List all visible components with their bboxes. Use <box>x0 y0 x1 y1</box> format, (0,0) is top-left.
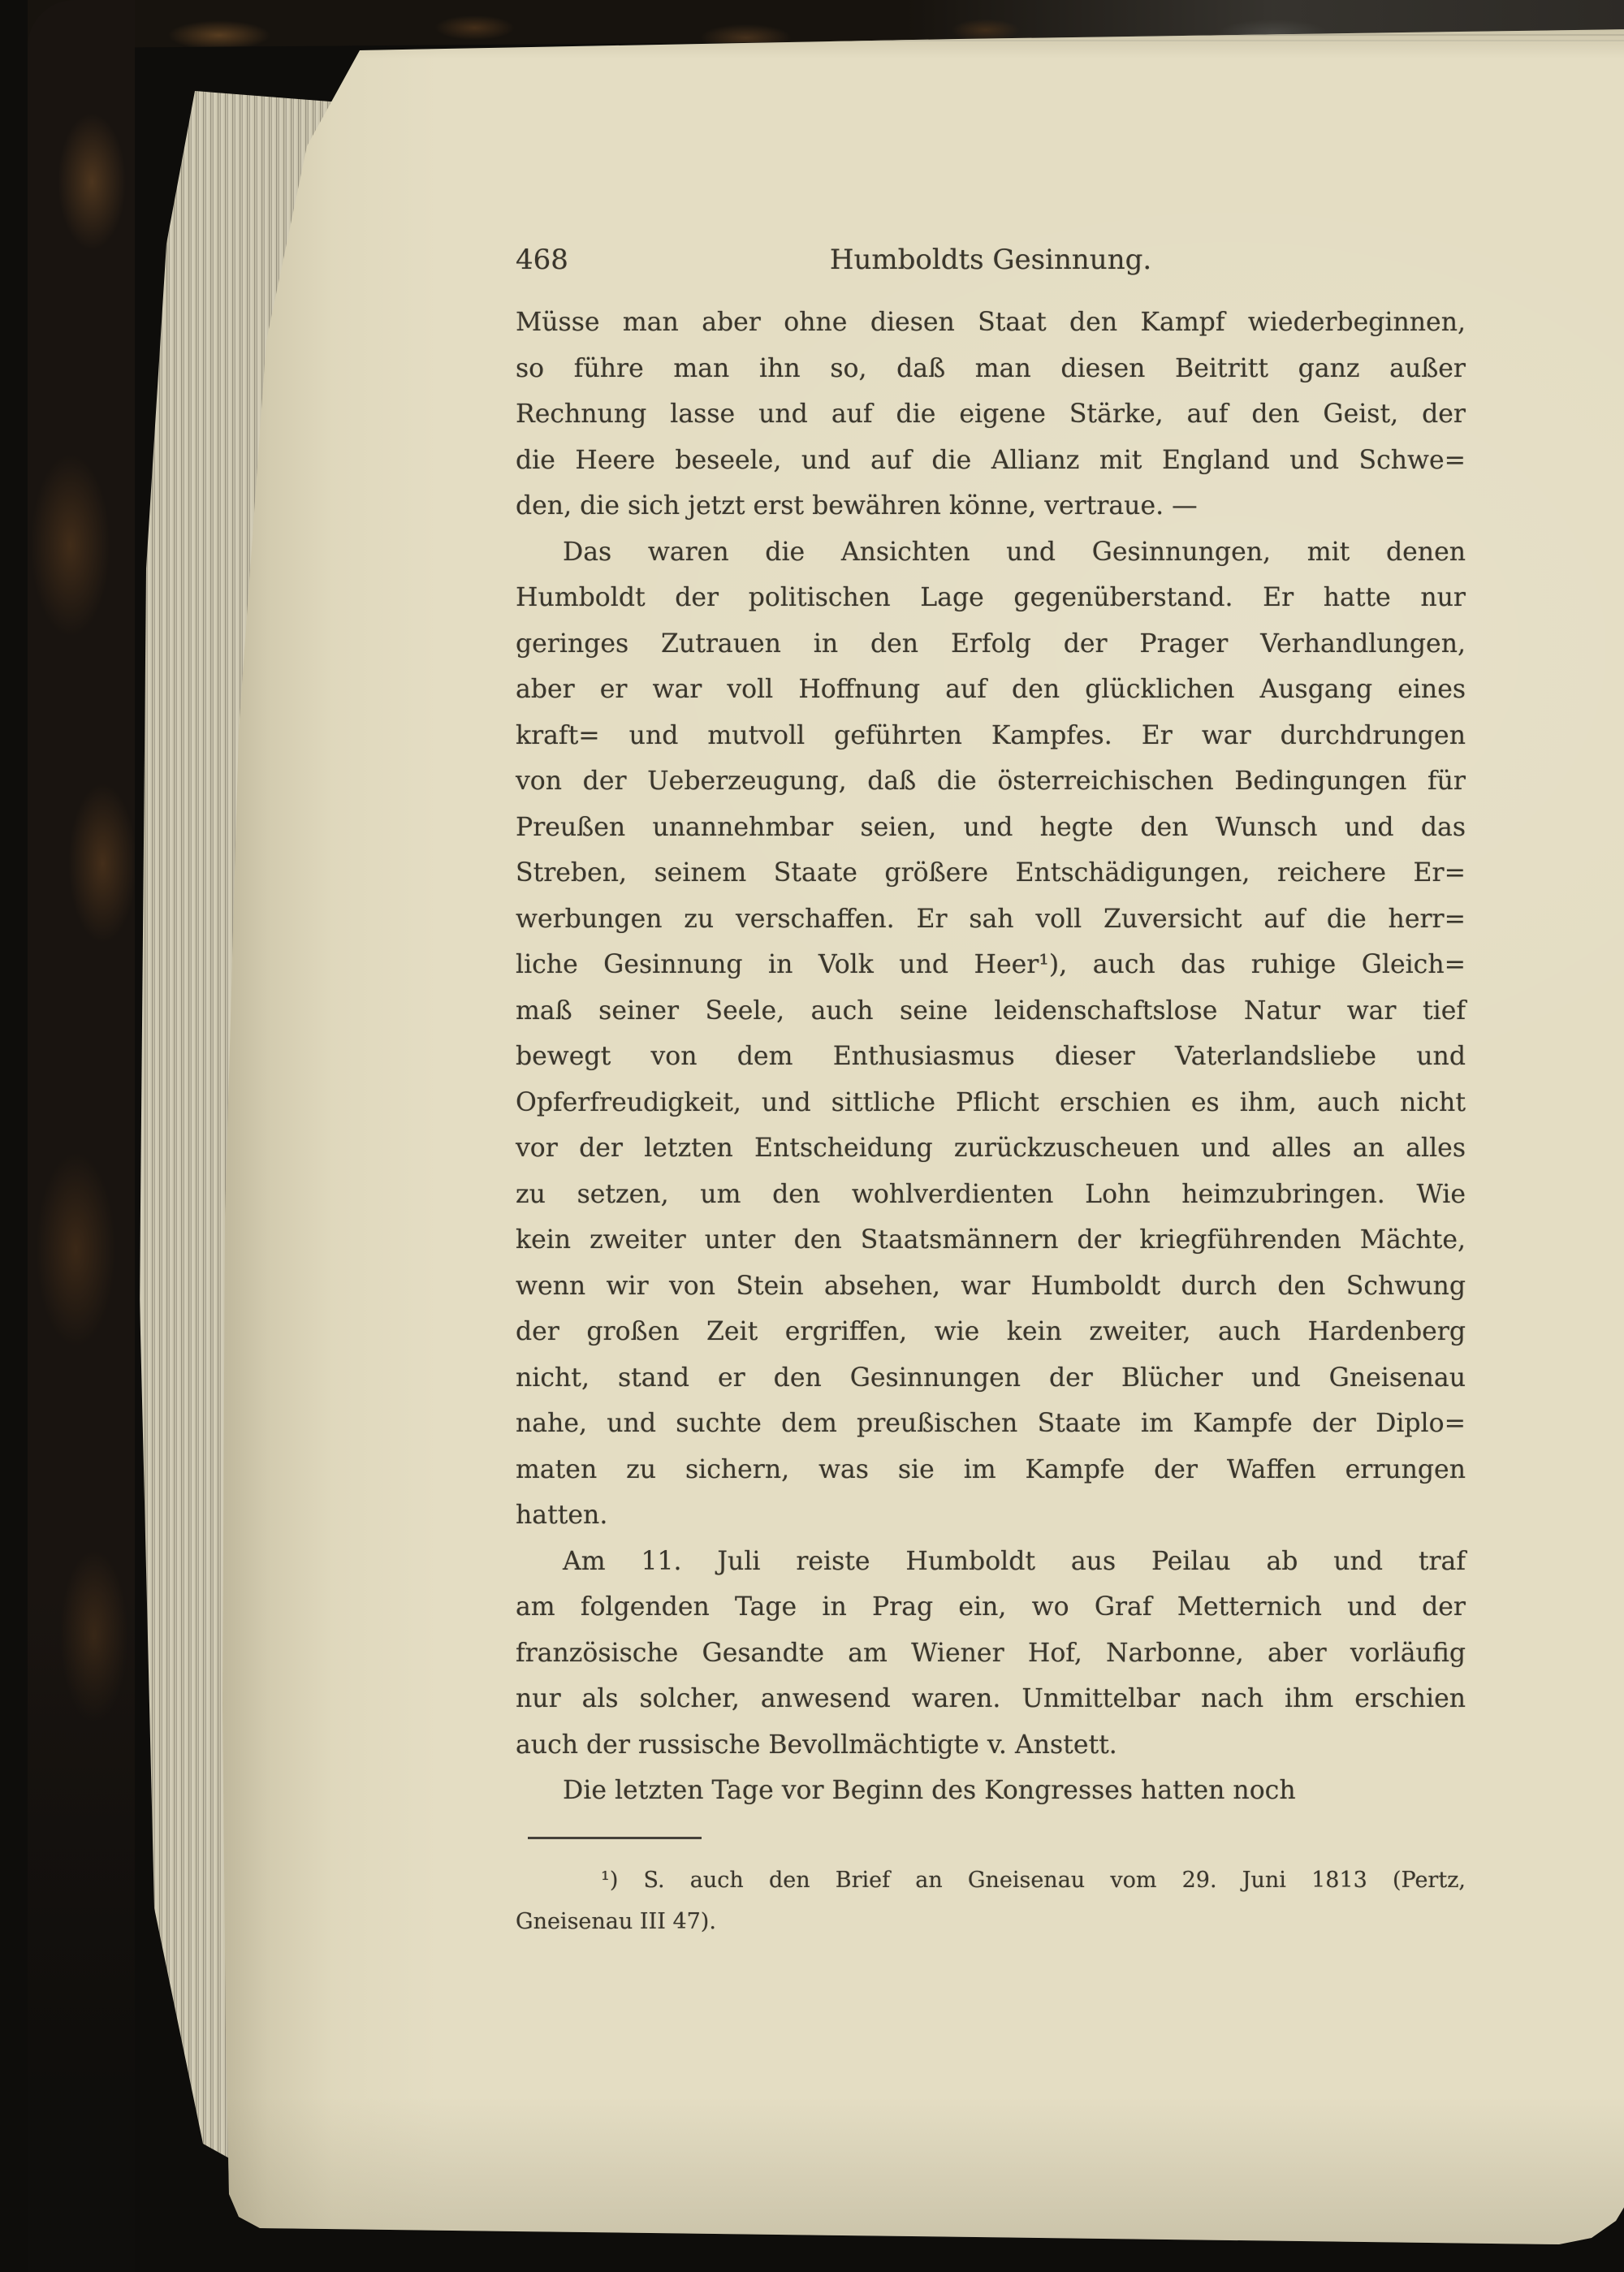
body-line: vor der letzten Entscheidung zurückzuscheuen und alles an alles <box>516 1134 1466 1163</box>
body-line: von der Ueberzeugung, daß die österreichischen Bedingungen für <box>516 767 1466 796</box>
body-line: Opferfreudigkeit, und sittliche Pflicht erschien es ihm, auch nicht <box>516 1087 1466 1117</box>
body-line: Müsse man aber ohne diesen Staat den Kampf wiederbeginnen, <box>516 308 1466 337</box>
body-line: Am 11. Juli reiste Humboldt aus Peilau ab und traf <box>563 1546 1466 1576</box>
body-line: Streben, seinem Staate größere Entschädigungen, reichere Er= <box>516 858 1466 888</box>
body-text <box>516 300 1466 1814</box>
body-line: geringes Zutrauen in den Erfolg der Prager Verhandlungen, <box>516 628 1466 659</box>
body-line: nicht, stand er den Gesinnungen der Blücher und Gneisenau <box>516 1363 1466 1393</box>
body-line: nur als solcher, anwesend waren. Unmittelbar nach ihm erschien <box>516 1684 1466 1713</box>
body-line: Rechnung lasse und auf die eigene Stärke, auf den Geist, der <box>516 400 1466 429</box>
body-line: so führe man ihn so, daß man diesen Beitritt ganz außer <box>516 353 1466 383</box>
body-line: auch der russische Bevollmächtigte v. Anstett. <box>516 1730 1117 1760</box>
book-cover-spine <box>28 0 135 2272</box>
body-line: hatten. <box>516 1501 608 1530</box>
body-line: wenn wir von Stein absehen, war Humboldt durch den Schwung <box>516 1271 1466 1301</box>
page-number: 468 <box>516 244 568 276</box>
footnote-rule <box>528 1837 702 1839</box>
footnote <box>516 1859 1466 1942</box>
body-line: am folgenden Tage in Prag ein, wo Graf Metternich und der <box>516 1592 1466 1622</box>
footnote-line: ¹) S. auch den Brief an Gneisenau vom 29. Juni 1813 (Pertz, <box>601 1868 1466 1893</box>
body-line: nahe, und suchte dem preußischen Staate im Kampfe der Diplo= <box>516 1409 1466 1438</box>
body-line: die Heere beseele, und auf die Allianz mit England und Schwe= <box>516 445 1466 475</box>
body-line: bewegt von dem Enthusiasmus dieser Vaterlandsliebe und <box>516 1042 1466 1071</box>
page-header <box>516 244 1466 283</box>
running-head: Humboldts Gesinnung. <box>829 244 1152 276</box>
body-line: kraft= und mutvoll geführten Kampfes. Er war durchdrungen <box>516 720 1466 750</box>
body-line: den, die sich jetzt erst bewähren könne, vertraue. — <box>516 491 1198 520</box>
footnote-line: Gneisenau III 47). <box>516 1909 716 1934</box>
body-line: maten zu sichern, was sie im Kampfe der Waffen errungen <box>516 1454 1466 1484</box>
body-line: liche Gesinnung in Volk und Heer¹), auch das ruhige Gleich= <box>516 950 1466 979</box>
body-line: Das waren die Ansichten und Gesinnungen, mit denen <box>563 537 1466 567</box>
body-line: aber er war voll Hoffnung auf den glücklichen Ausgang eines <box>516 675 1466 704</box>
body-line: zu setzen, um den wohlverdienten Lohn heimzubringen. Wie <box>516 1179 1466 1209</box>
body-line: kein zweiter unter den Staatsmännern der kriegführenden Mächte, <box>516 1225 1466 1255</box>
body-line: Die letzten Tage vor Beginn des Kongresses hatten noch <box>563 1776 1296 1805</box>
body-line: maß seiner Seele, auch seine leidenschaftslose Natur war tief <box>516 996 1466 1026</box>
body-line: Preußen unannehmbar seien, und hegte den Wunsch und das <box>516 812 1466 842</box>
body-line: Humboldt der politischen Lage gegenüberstand. Er hatte nur <box>516 583 1466 612</box>
body-line: werbungen zu verschaffen. Er sah voll Zuversicht auf die herr= <box>516 904 1466 934</box>
body-line: der großen Zeit ergriffen, wie kein zweiter, auch Hardenberg <box>516 1317 1466 1346</box>
body-line: französische Gesandte am Wiener Hof, Narbonne, aber vorläufig <box>516 1638 1466 1668</box>
